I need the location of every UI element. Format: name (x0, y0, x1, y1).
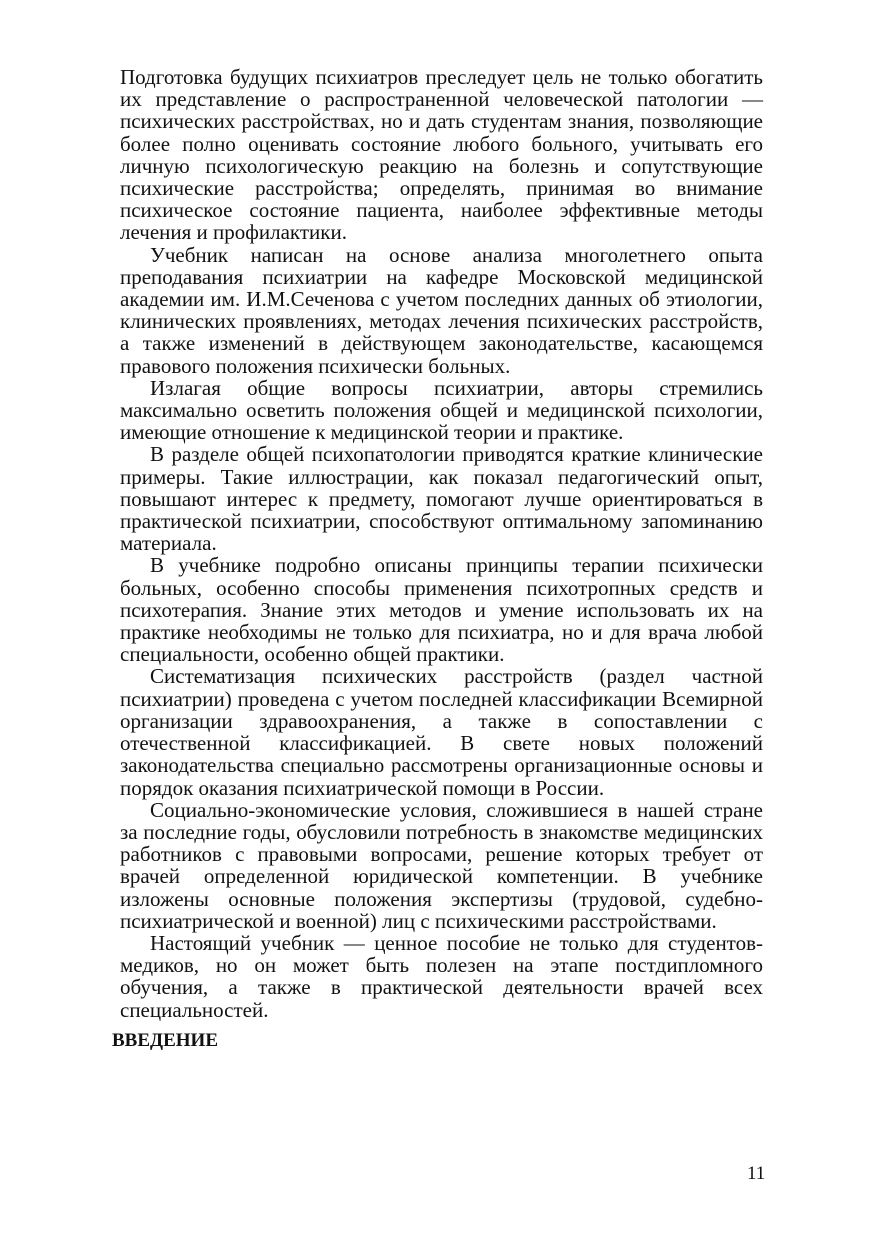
paragraph-7: Социально-экономические условия, сложившиеся в нашей стране за последние годы, обусловили потребность в знакомстве медицинских работников с правовыми вопросами, решение которых требует от врачей определенной юридической компетенции. В учебнике изложены основные положения экспертизы (трудовой, судебно-психиатрической и военной) лиц с психическими расстройствами. (120, 797, 763, 933)
section-heading: ВВЕДЕНИЕ (112, 1030, 218, 1051)
page-number: 11 (747, 1163, 766, 1184)
paragraph-8: Настоящий учебник — ценное пособие не только для студентов-медиков, но он может быть полезен на этапе постдипломного обучения, а также в практической деятельности врачей всех специальностей. (120, 930, 763, 1022)
paragraph-2: Учебник написан на основе анализа многолетнего опыта преподавания психиатрии на кафедре Московской медицинской академии им. И.М.Сеченова с учетом последних данных об этиологии, клинических проявлениях, методах лечения психических расстройств, а также изменений в действующем законодательстве, касающемся правового положения психически больных. (120, 242, 763, 378)
paragraph-3: Излагая общие вопросы психиатрии, авторы стремились максимально осветить положения общей и медицинской психологии, имеющие отношение к медицинской теории и практике. (120, 375, 763, 445)
paragraph-1: Подготовка будущих психиатров преследует цель не только обогатить их представление о распространенной человеческой патологии — психических расстройствах, но и дать студентам знания, позволяющие более полно оценивать состояние любого больного, учитывать его личную психологическую реакцию на болезнь и сопутствующие психические расстройства; определять, принимая во внимание психическое состояние пациента, наиболее эффективные методы лечения и профилактики. (120, 65, 763, 245)
paragraph-5: В учебнике подробно описаны принципы терапии психически больных, особенно способы применения психотропных средств и психотерапия. Знание этих методов и умение использовать их на практике необходимы не только для психиатра, но и для врача любой специальности, особенно общей практики. (120, 553, 763, 667)
paragraph-6: Систематизация психических расстройств (раздел частной психиатрии) проведена с учетом последней классификации Всемирной организации здравоохранения, а также в сопоставлении с отечественной классификацией. В свете новых положений законодательства специально рассмотрены организационные основы и порядок оказания психиатрической помощи в России. (120, 664, 763, 800)
paragraph-4: В разделе общей психопатологии приводятся краткие клинические примеры. Такие иллюстрации, как показал педагогический опыт, повышают интерес к предмету, помогают лучше ориентироваться в практической психиатрии, способствуют оптимальному запоминанию материала. (120, 442, 763, 556)
body-text (120, 66, 763, 1021)
